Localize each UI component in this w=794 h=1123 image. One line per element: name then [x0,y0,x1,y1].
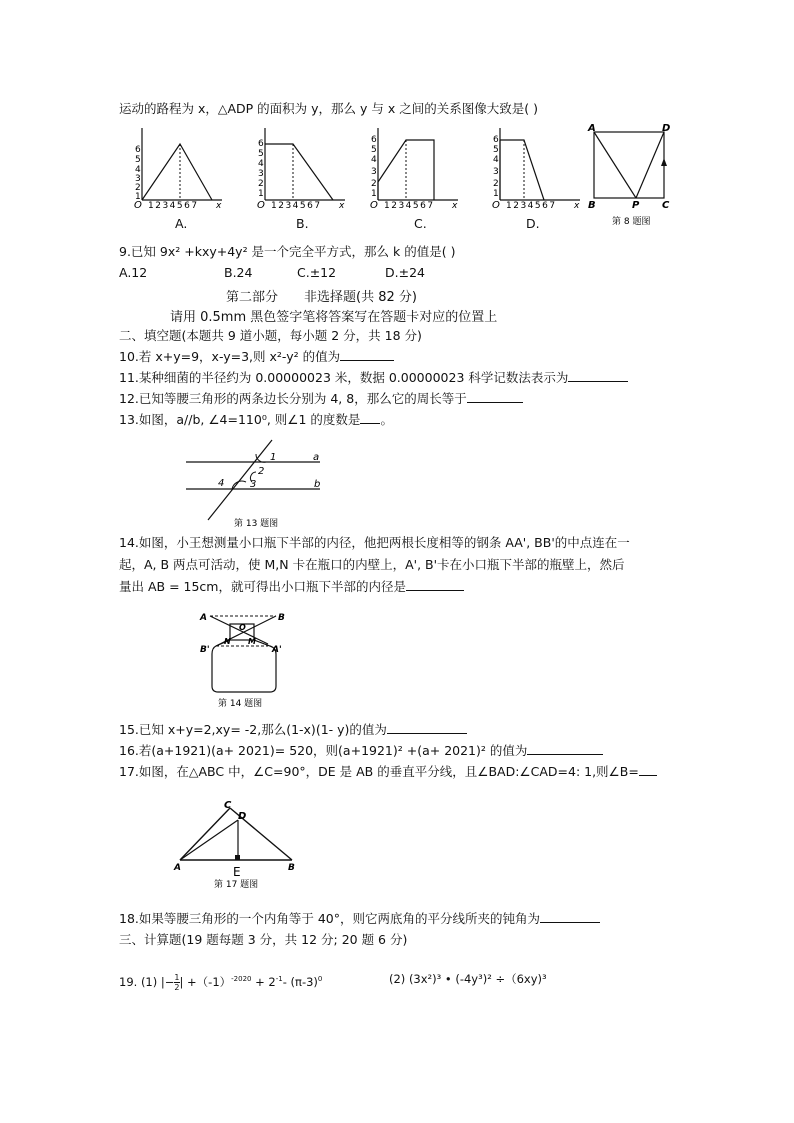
graph-b-xlabel: x [339,201,345,211]
q10-text: 10.若 x+y=9，x-y=3,则 x²-y² 的值为 [119,349,341,364]
q11 [119,369,628,387]
q8-graph-b [253,122,353,212]
q8-figure [586,122,676,230]
q10 [119,348,394,366]
q14-line3 [119,578,464,596]
q10-answer-blank[interactable] [340,348,394,361]
q13-label-a: a [313,452,320,463]
q14-figure [196,606,296,712]
svg-text:5: 5 [493,145,499,155]
graph-d-xticks: 1234567 [506,201,557,211]
q14-label-m: M [248,637,256,646]
q13-label-b: b [314,479,321,490]
q14-answer-blank[interactable] [406,578,464,591]
q9-option-d: D.±24 [385,265,425,280]
svg-text:4: 4 [493,155,499,165]
q19-exp3: 0 [317,975,323,983]
graph-b-origin: O [257,200,265,211]
graph-a-xlabel: x [216,201,222,211]
q19-fraction: $\frac{1}{2}$ [174,972,180,992]
graph-c-xlabel: x [452,201,458,211]
q19-term2: + 2 [251,974,276,989]
q19-abs-open: | [160,974,165,989]
svg-text:5: 5 [135,155,141,165]
graph-c-origin: O [370,200,378,211]
q16 [119,742,603,760]
svg-text:4: 4 [135,165,141,175]
svg-text:5: 5 [258,149,264,159]
q19-part1 [119,970,322,992]
q15-text: 15.已知 x+y=2,xy= -2,那么(1-x)(1- y)的值为 [119,722,387,737]
q8-option-a: A. [175,216,188,231]
q13 [119,411,393,429]
section2-title: 二、填空题(本题共 9 道小题，每小题 2 分，共 18 分) [119,328,422,343]
q11-answer-blank[interactable] [568,369,628,382]
q14-line2: 起，A, B 两点可活动，使 M,N 卡在瓶口的内壁上，A', B'卡在小口瓶下半部的瓶壁上，然后 [119,557,625,572]
fig8-caption: 第 8 题图 [612,217,651,227]
q13-text: 13.如图，a//b, ∠4=110⁰, 则∠1 的度数是 [119,412,361,427]
section3-title: 三、计算题(19 题每题 3 分，共 12 分; 20 题 6 分) [119,932,408,947]
q8-option-b: B. [296,216,309,231]
q8-graph-a [130,122,230,212]
q17-label-d: D [238,811,247,822]
q17-label-b: B [288,863,295,873]
q17-answer-blank[interactable] [639,763,657,776]
q8-option-d: D. [526,216,540,231]
q18-answer-blank[interactable] [540,910,600,923]
q18-text: 18.如果等腰三角形的一个内角等于 40°，则它两底角的平分线所夹的钝角为 [119,911,541,926]
q17-label-c: C [224,800,232,811]
graph-c-xticks: 1234567 [384,201,435,211]
svg-text:4: 4 [258,159,264,169]
q17-figure [172,798,302,892]
q18 [119,910,600,928]
graph-d-xlabel: x [574,201,580,211]
q17 [119,763,657,781]
svg-text:2: 2 [371,179,377,189]
q13-answer-blank[interactable] [360,411,380,424]
q13-label-2: 2 [258,466,265,477]
q14-label-bp: B' [200,645,210,655]
fig8-label-d: D [662,123,671,134]
q13-label-3: 3 [250,479,257,490]
q15 [119,721,467,739]
fig8-label-p: P [632,200,640,211]
svg-text:6: 6 [493,135,499,145]
q19-term1: | +（-1） [179,974,232,989]
q14-text: 量出 AB = 15cm，就可得出小口瓶下半部的内径是 [119,579,406,594]
q8-graph-d [488,122,588,212]
svg-text:5: 5 [371,145,377,155]
svg-text:6: 6 [371,135,377,145]
fig8-label-c: C [662,200,670,211]
svg-text:2: 2 [258,179,264,189]
q14-label-n: N [224,637,231,646]
svg-text:1: 1 [371,189,377,199]
svg-text:4: 4 [371,155,377,165]
q17-label-e: E [233,865,241,879]
q16-answer-blank[interactable] [527,742,603,755]
q12-answer-blank[interactable] [467,390,523,403]
q17-text: 17.如图，在△ABC 中，∠C=90°，DE 是 AB 的垂直平分线，且∠BAD:∠CAD=4: 1,则∠B= [119,764,639,779]
svg-text:3: 3 [371,167,377,177]
svg-text:3: 3 [135,174,141,184]
q14-line1: 14.如图，小王想测量小口瓶下半部的内径，他把两根长度相等的钢条 AA', BB'的中点连在一 [119,535,630,550]
part2-title: 第二部分 非选择题(共 82 分) [226,290,417,305]
q13-figure [180,438,330,530]
q14-caption: 第 14 题图 [218,699,263,709]
q14-label-o: O [239,623,246,632]
q13-end: 。 [380,412,393,427]
svg-text:2: 2 [135,183,141,193]
svg-text:6: 6 [135,145,141,155]
q17-label-a: A [174,863,181,873]
svg-text:6: 6 [258,139,264,149]
q16-text: 16.若(a+1921)(a+ 2021)= 520，则(a+1921)² +(a+ 2021)² 的值为 [119,743,528,758]
q19-exp1: -2020 [231,975,252,983]
graph-d-origin: O [492,200,500,211]
graph-b-xticks: 1234567 [271,201,322,211]
graph-a-origin: O [134,200,142,211]
q19-part2: (2) (3x²)³ • (-4y³)² ÷（6xy)³ [389,972,547,986]
svg-text:2: 2 [493,179,499,189]
q9-option-a: A.12 [119,265,148,280]
q9-option-c: C.±12 [297,265,337,280]
q9-stem: 9.已知 9x² +kxy+4y² 是一个完全平方式，那么 k 的值是( ) [119,244,456,259]
q9-option-b: B.24 [224,265,253,280]
part2-note: 请用 0.5mm 黑色签字笔将答案写在答题卡对应的位置上 [170,310,498,325]
fig8-label-a: A [588,123,596,134]
svg-text:3: 3 [493,167,499,177]
q19-minus: − [164,974,175,989]
q13-label-4: 4 [218,478,225,489]
svg-text:3: 3 [258,169,264,179]
q12 [119,390,523,408]
q19-term3: - (π-3) [282,974,318,989]
q14-label-b: B [278,613,285,623]
fig8-label-b: B [588,200,596,211]
q19-exp2: -1 [275,975,283,983]
svg-text:1: 1 [135,192,141,202]
q17-caption: 第 17 题图 [214,880,259,890]
svg-text:1: 1 [493,189,499,199]
q8-option-c: C. [414,216,427,231]
q13-label-1: 1 [270,452,277,463]
q11-text: 11.某种细菌的半径约为 0.00000023 米，数据 0.00000023 科学记数法表示为 [119,370,569,385]
q8-graph-c [366,122,466,212]
q12-text: 12.已知等腰三角形的两条边长分别为 4, 8，那么它的周长等于 [119,391,467,406]
q8-stem: 运动的路程为 x，△ADP 的面积为 y，那么 y 与 x 之间的关系图像大致是( ) [119,101,538,116]
q14-label-ap: A' [272,645,282,655]
q14-label-a: A [200,613,207,623]
svg-text:1: 1 [258,189,264,199]
q19-number: 19. (1) [119,974,158,989]
q15-answer-blank[interactable] [387,721,467,734]
q13-caption: 第 13 题图 [234,519,279,529]
graph-a-xticks: 1234567 [148,201,199,211]
